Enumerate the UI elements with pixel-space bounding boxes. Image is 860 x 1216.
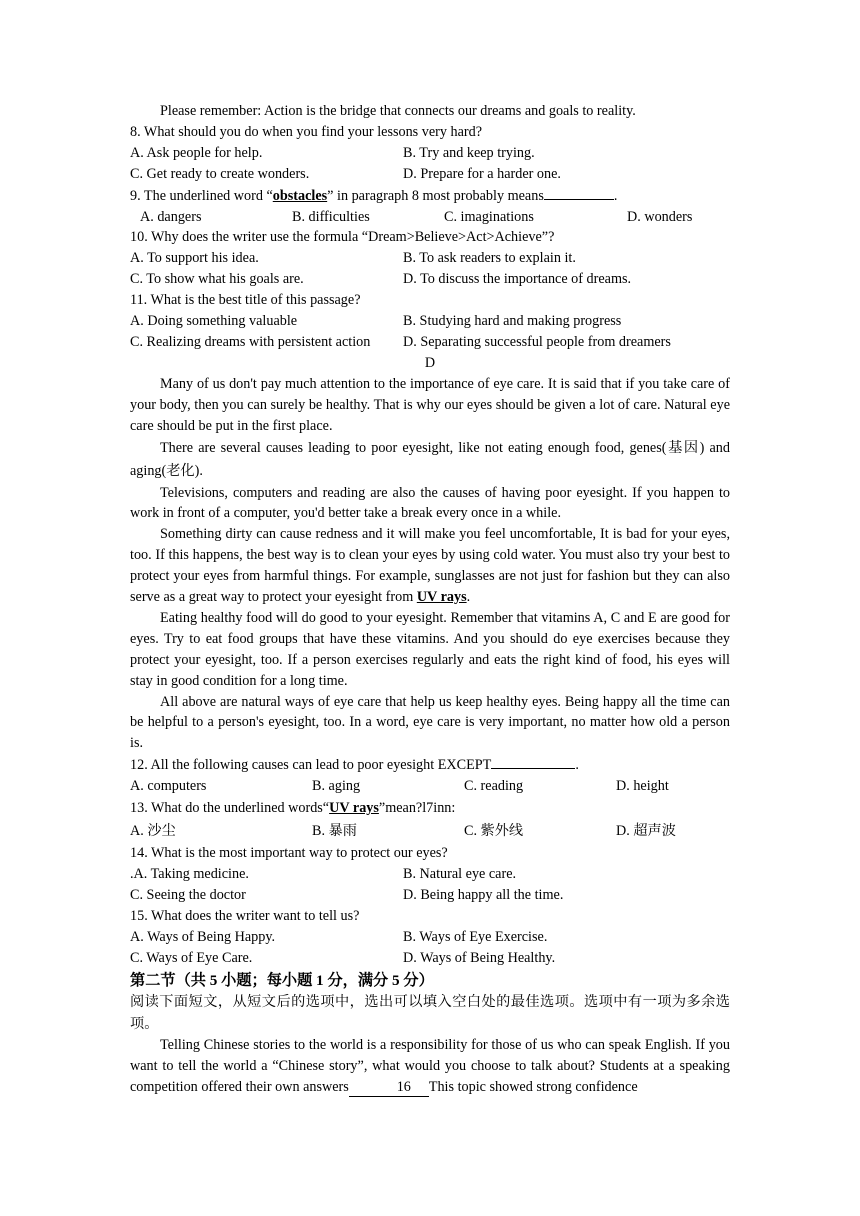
underlined-word-obstacles: obstacles: [272, 187, 328, 204]
q14-option-b: B. Natural eye care.: [403, 866, 517, 882]
q13-options-row: [130, 820, 730, 843]
q8-options-row-2: [130, 164, 730, 185]
q11-options-row-2: [130, 332, 730, 353]
q11-option-b: B. Studying hard and making progress: [403, 313, 622, 330]
q13-option-c: C. 紫外线: [464, 823, 524, 840]
q10-options-row-1: [130, 248, 730, 269]
q11-options-row-1: [130, 311, 730, 332]
q11-option-c: C. Realizing dreams with persistent action: [130, 333, 371, 350]
q10-option-b: B. To ask readers to explain it.: [403, 250, 576, 267]
q15-option-b: B. Ways of Eye Exercise.: [403, 928, 548, 945]
q15-option-a: A. Ways of Being Happy.: [130, 928, 276, 945]
section-2-instructions: 阅读下面短文，从短文后的选项中，选出可以填入空白处的最佳选项。选项中有一项为多余选项。: [130, 994, 730, 1033]
q9-option-a: A. dangers: [140, 208, 202, 225]
passage-d-paragraph-4: Something dirty can cause redness and it will make you feel uncomfortable, It is bad for your eyes, too. If this happens, the best way is to clean your eyes by using cold water. You must also try your best to protect your eyes from harmful things. For example, sunglasses are not just for fashion but they can also serve as a great way to protect your eyesight from UV rays.: [130, 526, 730, 606]
q12-option-a: A. computers: [130, 778, 207, 795]
q15-options-row-2: [130, 948, 730, 969]
q13-option-b: B. 暴雨: [312, 823, 357, 840]
answer-blank: [491, 754, 575, 769]
underlined-term-uv-rays: UV rays: [416, 589, 467, 606]
q8-option-d: D. Prepare for a harder one.: [403, 165, 561, 182]
q15-option-c: C. Ways of Eye Care.: [130, 949, 253, 966]
q11-option-d: D. Separating successful people from dreamers: [403, 333, 671, 350]
q8-option-a: A. Ask people for help.: [130, 144, 263, 161]
question-14: 14. What is the most important way to protect our eyes?: [130, 845, 448, 862]
q14-option-d: D. Being happy all the time.: [403, 886, 564, 903]
q10-options-row-2: [130, 269, 730, 290]
q9-option-d: D. wonders: [627, 208, 693, 225]
passage-d-paragraph-5: Eating healthy food will do good to your eyesight. Remember that vitamins A, C and E are good for eyes. Try to eat food groups that have these vitamins. And you should do eye exercises because they protect your eyesight, too. If a person exercises regularly and eats the right kind of food, his eyes will stay in good condition for a long time.: [130, 609, 730, 689]
question-12: 12. All the following causes can lead to poor eyesight EXCEPT .: [130, 754, 730, 776]
question-15: 15. What does the writer want to tell us?: [130, 907, 360, 924]
answer-blank-16: 16: [349, 1079, 429, 1097]
q13-option-d: D. 超声波: [616, 823, 676, 840]
q14-options-row-2: [130, 885, 730, 906]
q12-options-row: [130, 776, 730, 797]
passage-d-label: D: [424, 354, 436, 371]
q14-option-c: C. Seeing the doctor: [130, 886, 246, 903]
question-9: 9. The underlined word “obstacles” in paragraph 8 most probably means .: [130, 185, 730, 207]
section-2-heading: 第二节（共 5 小题；每小题 1 分，满分 5 分）: [130, 971, 434, 989]
q11-option-a: A. Doing something valuable: [130, 313, 298, 330]
passage-d-paragraph-3: Televisions, computers and reading are also the causes of having poor eyesight. If you happen to work in front of a computer, you'd better take a break every once in a while.: [130, 484, 730, 522]
q14-option-a: .A. Taking medicine.: [130, 866, 249, 882]
passage-d-paragraph-2: There are several causes leading to poor eyesight, like not eating enough food, genes(基因) and aging(老化).: [130, 439, 730, 479]
q9-options-row: [130, 207, 730, 228]
q10-option-a: A. To support his idea.: [130, 250, 259, 267]
q8-option-c: C. Get ready to create wonders.: [130, 165, 310, 182]
q13-option-a: A. 沙尘: [130, 823, 176, 840]
answer-blank: [544, 185, 614, 200]
q12-option-c: C. reading: [464, 778, 524, 795]
question-8: 8. What should you do when you find your lessons very hard?: [130, 123, 483, 140]
q15-options-row-1: [130, 927, 730, 948]
section-2-paragraph-1: Telling Chinese stories to the world is a responsibility for those of us who can speak English. If you want to tell the world a “Chinese story”, what would you choose to talk about? Students at a speaking competition offered their own answers 16 This topic showed strong confidence: [130, 1037, 730, 1096]
question-13: 13. What do the underlined words“UV rays”mean?l7inn:: [130, 800, 456, 817]
q9-option-b: B. difficulties: [292, 208, 370, 225]
q15-option-d: D. Ways of Being Healthy.: [403, 949, 556, 966]
q12-option-d: D. height: [616, 778, 669, 795]
q12-option-b: B. aging: [312, 778, 361, 795]
q14-options-row-1: [130, 864, 730, 885]
passage-d-paragraph-6: All above are natural ways of eye care that help us keep healthy eyes. Being happy all the time can be helpful to a person's eyesight, too. In a word, eye care is very important, no matter how old a person is.: [130, 693, 730, 752]
q8-options-row-1: [130, 143, 730, 164]
passage-d-paragraph-1: Many of us don't pay much attention to the importance of eye care. It is said that if you take care of your body, then you can surely be healthy. That is why our eyes should be given a lot of care. Natural eye care should be put in the first place.: [130, 375, 730, 434]
underlined-term-uv-rays-q13: UV rays: [329, 800, 379, 817]
exam-page: [130, 101, 730, 1098]
q8-option-b: B. Try and keep trying.: [403, 144, 535, 161]
question-10: 10. Why does the writer use the formula “Dream>Believe>Act>Achieve”?: [130, 229, 555, 246]
q10-option-d: D. To discuss the importance of dreams.: [403, 271, 632, 288]
q9-option-c: C. imaginations: [444, 208, 534, 225]
intro-line: Please remember: Action is the bridge that connects our dreams and goals to reality.: [160, 103, 636, 119]
q10-option-c: C. To show what his goals are.: [130, 271, 304, 288]
question-11: 11. What is the best title of this passage?: [130, 292, 361, 309]
